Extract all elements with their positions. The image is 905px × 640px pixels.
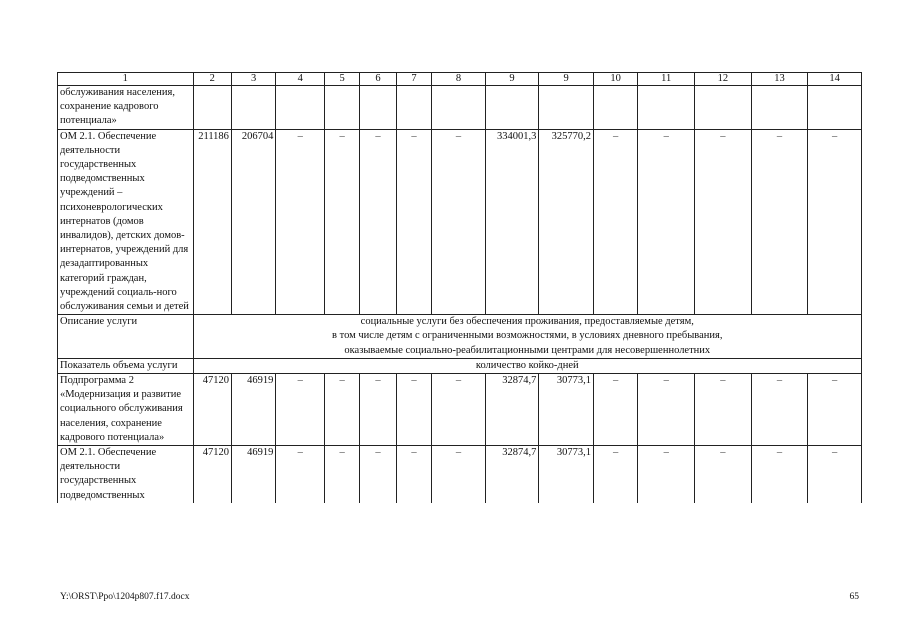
header-cell: 9 <box>539 73 594 86</box>
value-cell: 47120 <box>193 446 231 503</box>
header-cell: 7 <box>396 73 431 86</box>
value-cell: – <box>432 374 486 446</box>
budget-table <box>57 72 862 503</box>
value-cell <box>808 86 862 130</box>
row-name: обслуживания населения, сохранение кадрового потенциала» <box>58 86 194 130</box>
value-cell: – <box>593 446 637 503</box>
header-cell: 1 <box>58 73 194 86</box>
value-cell: – <box>396 374 431 446</box>
value-cell: – <box>808 129 862 315</box>
row-name: ОМ 2.1. Обеспечение деятельности государственных подведомственных <box>58 446 194 503</box>
value-cell: – <box>324 374 359 446</box>
table-row <box>58 446 862 503</box>
value-cell: – <box>396 129 431 315</box>
header-cell: 4 <box>276 73 325 86</box>
value-cell: – <box>276 129 325 315</box>
value-cell <box>324 86 359 130</box>
row-name: Подпрограмма 2 «Модернизация и развитие социального обслуживания населения, сохранение кадрового потенциала» <box>58 374 194 446</box>
value-cell <box>751 86 808 130</box>
value-cell: – <box>638 129 695 315</box>
value-cell <box>485 86 539 130</box>
footer-page-number: 65 <box>849 592 859 602</box>
table-row <box>58 374 862 446</box>
value-cell: – <box>751 129 808 315</box>
value-cell: – <box>432 129 486 315</box>
value-cell: – <box>808 374 862 446</box>
value-cell: – <box>638 374 695 446</box>
service-description-row <box>58 315 862 359</box>
value-cell: – <box>324 446 359 503</box>
value-cell <box>276 86 325 130</box>
value-cell: – <box>360 446 396 503</box>
value-cell: 334001,3 <box>485 129 539 315</box>
value-cell: 206704 <box>231 129 275 315</box>
value-cell: – <box>593 374 637 446</box>
service-description-text <box>193 315 861 359</box>
value-cell <box>231 86 275 130</box>
header-cell: 11 <box>638 73 695 86</box>
value-cell <box>432 86 486 130</box>
service-description-line: оказываемые социально-реабилитационными центрами для несовершеннолетних <box>344 344 711 356</box>
volume-indicator-row <box>58 358 862 373</box>
header-cell: 5 <box>324 73 359 86</box>
value-cell: – <box>593 129 637 315</box>
table-row <box>58 129 862 315</box>
value-cell <box>360 86 396 130</box>
header-cell: 2 <box>193 73 231 86</box>
value-cell: – <box>324 129 359 315</box>
value-cell <box>638 86 695 130</box>
header-cell: 13 <box>751 73 808 86</box>
value-cell: 32874,7 <box>485 374 539 446</box>
value-cell: 30773,1 <box>539 446 594 503</box>
value-cell <box>593 86 637 130</box>
header-cell: 10 <box>593 73 637 86</box>
value-cell: – <box>360 129 396 315</box>
row-name: ОМ 2.1. Обеспечение деятельности государственных подведомственных учреждений – психоневрологических интернатов (домов инвалидов), детских домов-интернатов, учреждений для дезадаптированных категорий граждан, учреждений социаль-ного обслуживания семьи и детей <box>58 129 194 315</box>
footer-file-path: Y:\ORST\Ppo\1204p807.f17.docx <box>60 592 190 602</box>
value-cell: 46919 <box>231 374 275 446</box>
header-cell: 14 <box>808 73 862 86</box>
service-description-line: социальные услуги без обеспечения проживания, предоставляемые детям, <box>360 316 694 328</box>
value-cell: 46919 <box>231 446 275 503</box>
value-cell: 30773,1 <box>539 374 594 446</box>
value-cell: – <box>638 446 695 503</box>
value-cell: – <box>808 446 862 503</box>
volume-indicator-label: Показатель объема услуги <box>58 358 194 373</box>
header-cell: 9 <box>485 73 539 86</box>
value-cell <box>539 86 594 130</box>
value-cell: 47120 <box>193 374 231 446</box>
value-cell: – <box>276 446 325 503</box>
header-cell: 8 <box>432 73 486 86</box>
value-cell <box>695 86 752 130</box>
value-cell: – <box>396 446 431 503</box>
value-cell <box>193 86 231 130</box>
header-cell: 6 <box>360 73 396 86</box>
service-description-label: Описание услуги <box>58 315 194 359</box>
value-cell: – <box>695 129 752 315</box>
service-description-line: в том числе детям с ограниченными возможностями, в условиях дневного пребывания, <box>332 330 723 342</box>
header-cell: 12 <box>695 73 752 86</box>
value-cell: – <box>276 374 325 446</box>
header-cell: 3 <box>231 73 275 86</box>
value-cell: 211186 <box>193 129 231 315</box>
value-cell: – <box>360 374 396 446</box>
value-cell: – <box>695 374 752 446</box>
value-cell <box>396 86 431 130</box>
value-cell: 32874,7 <box>485 446 539 503</box>
value-cell: – <box>432 446 486 503</box>
volume-indicator-text: количество койко-дней <box>193 358 861 373</box>
value-cell: 325770,2 <box>539 129 594 315</box>
table-row <box>58 86 862 130</box>
value-cell: – <box>695 446 752 503</box>
value-cell: – <box>751 374 808 446</box>
value-cell: – <box>751 446 808 503</box>
header-row <box>58 73 862 86</box>
